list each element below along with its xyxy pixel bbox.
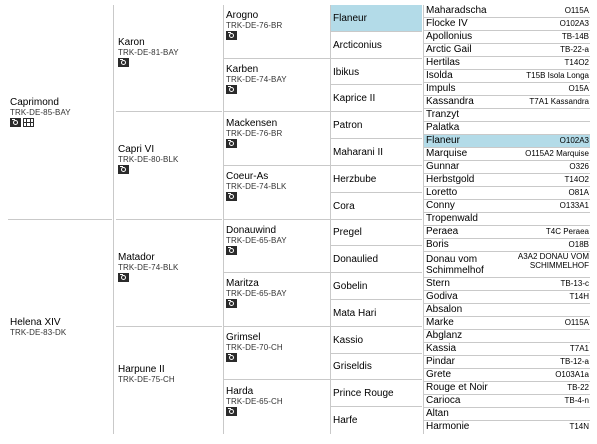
breed-code: TB-22-a xyxy=(560,45,589,54)
registration-number: TRK-DE-81-BAY xyxy=(118,48,179,58)
media-icons xyxy=(226,139,237,148)
gen5-row xyxy=(424,421,590,434)
gen4-cell xyxy=(331,220,422,247)
horse-name[interactable]: Kaprice II xyxy=(333,93,376,105)
breed-code: T14N xyxy=(569,422,589,431)
gen5-row xyxy=(424,291,590,304)
horse-name[interactable]: Maritza xyxy=(226,278,259,290)
horse-name[interactable]: Mata Hari xyxy=(333,307,377,319)
gen2-cell xyxy=(116,5,222,112)
registration-number: TRK-DE-74-BLK xyxy=(118,262,179,272)
horse-name[interactable]: Caprimond xyxy=(10,96,59,108)
registration-number: TRK-DE-65-BAY xyxy=(226,289,287,299)
horse-name[interactable]: Impuls xyxy=(426,83,456,94)
gen5-row xyxy=(424,226,590,239)
horse-name[interactable]: Donauwind xyxy=(226,224,277,236)
gen4-cell xyxy=(331,246,422,273)
horse-name[interactable]: Abglanz xyxy=(426,330,463,341)
breed-code: T14H xyxy=(569,292,589,301)
registration-number: TRK-DE-65-BAY xyxy=(226,235,287,245)
breed-code: O115A xyxy=(564,318,589,327)
gen5-row xyxy=(424,148,590,161)
gen5-row xyxy=(424,70,590,83)
horse-name[interactable]: Godiva xyxy=(426,291,458,302)
registration-number: TRK-DE-76-BR xyxy=(226,21,283,31)
breed-code: O81A xyxy=(568,188,589,197)
gen1-cell xyxy=(8,5,112,220)
gen5-row xyxy=(424,135,590,148)
horse-name[interactable]: Donaulied xyxy=(333,254,379,266)
breed-code: T14O2 xyxy=(564,175,589,184)
registration-number: TRK-DE-65-CH xyxy=(226,396,283,406)
horse-name[interactable]: Matador xyxy=(118,251,155,263)
media-icons xyxy=(118,58,129,67)
horse-name[interactable]: Patron xyxy=(333,120,363,132)
breed-code: TB-14B xyxy=(561,32,589,41)
registration-number: TRK-DE-83-DK xyxy=(10,327,67,337)
gen4-cell xyxy=(331,407,422,434)
gen4-cell xyxy=(331,5,422,32)
horse-name[interactable]: Marquise xyxy=(426,148,468,159)
gen5-row xyxy=(424,213,590,226)
camera-icon[interactable] xyxy=(118,273,129,282)
registration-number: TRK-DE-70-CH xyxy=(226,343,283,353)
breed-code: O115A2 Marquise xyxy=(525,149,589,158)
gen5-row xyxy=(424,200,590,213)
horse-name[interactable]: Palatka xyxy=(426,122,460,133)
breed-code: T14O2 xyxy=(564,58,589,67)
breed-code: O15A xyxy=(568,84,589,93)
gen5-row xyxy=(424,278,590,291)
horse-name[interactable]: Grete xyxy=(426,369,452,380)
column-divider xyxy=(330,5,331,434)
breed-code: T15B Isola Longa xyxy=(526,71,589,80)
gen2-cell xyxy=(116,112,222,219)
breed-code: TB-13-c xyxy=(560,279,589,288)
registration-number: TRK-DE-74-BAY xyxy=(226,74,287,84)
horse-name[interactable]: Stern xyxy=(426,278,450,289)
horse-name[interactable]: Boris xyxy=(426,239,449,250)
camera-icon[interactable] xyxy=(10,118,21,127)
horse-name[interactable]: Altan xyxy=(426,408,449,419)
gen1-cell xyxy=(8,220,112,435)
media-icons xyxy=(226,299,237,308)
horse-name[interactable]: Harmonie xyxy=(426,421,470,432)
horse-name[interactable]: Conny xyxy=(426,200,455,211)
camera-icon[interactable] xyxy=(226,246,237,255)
gen4-cell xyxy=(331,112,422,139)
horse-name[interactable]: Arcticonius xyxy=(333,39,382,51)
breed-code: O133A1 xyxy=(559,201,589,210)
horse-name[interactable]: Prince Rouge xyxy=(333,388,394,400)
horse-name[interactable]: Mackensen xyxy=(226,117,278,129)
horse-name[interactable]: Kassia xyxy=(426,343,457,354)
column-divider xyxy=(223,5,224,434)
gen3-cell xyxy=(224,5,330,59)
horse-name[interactable]: Flaneur xyxy=(333,12,367,24)
gen5-row xyxy=(424,187,590,200)
horse-name[interactable]: Absalon xyxy=(426,304,463,315)
gen5-row xyxy=(424,96,590,109)
horse-name[interactable]: Herzbube xyxy=(333,173,377,185)
gen3-cell xyxy=(224,166,330,220)
breed-code: O326 xyxy=(569,162,589,171)
column-divider xyxy=(423,5,424,434)
horse-name[interactable]: Tropenwald xyxy=(426,213,478,224)
registration-number: TRK-DE-76-BR xyxy=(226,128,283,138)
horse-name[interactable]: Harfe xyxy=(333,415,358,427)
camera-icon[interactable] xyxy=(226,85,237,94)
gen5-row xyxy=(424,408,590,421)
gen4-cell xyxy=(331,354,422,381)
horse-name[interactable]: Peraea xyxy=(426,226,459,237)
horse-name[interactable]: Donau vom Schimmelhof xyxy=(426,254,484,276)
horse-name[interactable]: Cora xyxy=(333,200,355,212)
gen5-row xyxy=(424,31,590,44)
horse-name[interactable]: Harda xyxy=(226,385,254,397)
gen2-cell xyxy=(116,327,222,434)
gen5-row xyxy=(424,122,590,135)
column-divider xyxy=(113,5,114,434)
gen5-row xyxy=(424,18,590,31)
gen4-cell xyxy=(331,85,422,112)
registration-number: TRK-DE-80-BLK xyxy=(118,155,179,165)
horse-name[interactable]: Pregel xyxy=(333,227,362,239)
breed-code: TB-22 xyxy=(567,383,589,392)
media-icons xyxy=(226,85,237,94)
horse-name[interactable]: Arctic Gail xyxy=(426,44,472,55)
gen4-cell xyxy=(331,32,422,59)
breed-code: O102A3 xyxy=(559,19,589,28)
gen4-cell xyxy=(331,139,422,166)
horse-name[interactable]: Rouge et Noir xyxy=(426,382,488,393)
horse-name[interactable]: Gunnar xyxy=(426,161,460,172)
horse-name[interactable]: Ibikus xyxy=(333,66,360,78)
gen4-cell xyxy=(331,380,422,407)
gen3-cell xyxy=(224,380,330,434)
film-icon[interactable] xyxy=(23,118,34,127)
media-icons xyxy=(226,31,237,40)
horse-name[interactable]: Coeur-As xyxy=(226,171,269,183)
gen5-row xyxy=(424,304,590,317)
horse-name[interactable]: Pindar xyxy=(426,356,455,367)
camera-icon[interactable] xyxy=(226,299,237,308)
gen4-cell xyxy=(331,193,422,220)
gen5-row xyxy=(424,44,590,57)
camera-icon[interactable] xyxy=(226,139,237,148)
horse-name[interactable]: Loretto xyxy=(426,187,458,198)
camera-icon[interactable] xyxy=(226,407,237,416)
breed-code: T7A1 Kassandra xyxy=(529,97,589,106)
horse-name[interactable]: Flocke IV xyxy=(426,18,468,29)
media-icons xyxy=(226,246,237,255)
gen4-cell xyxy=(331,327,422,354)
horse-name[interactable]: Karon xyxy=(118,37,145,49)
camera-icon[interactable] xyxy=(118,165,129,174)
gen5-row xyxy=(424,252,590,278)
gen3-cell xyxy=(224,327,330,381)
registration-number: TRK-DE-74-BLK xyxy=(226,182,287,192)
media-icons xyxy=(118,165,129,174)
gen5-row xyxy=(424,382,590,395)
gen5-row xyxy=(424,330,590,343)
breed-code: O103A1a xyxy=(555,370,589,379)
gen4-cell xyxy=(331,59,422,86)
gen5-row xyxy=(424,369,590,382)
registration-number: TRK-DE-85-BAY xyxy=(10,107,71,117)
gen3-cell xyxy=(224,59,330,113)
gen5-row xyxy=(424,109,590,122)
horse-name[interactable]: Carioca xyxy=(426,395,461,406)
camera-icon[interactable] xyxy=(226,31,237,40)
gen5-row xyxy=(424,5,590,18)
gen5-row xyxy=(424,343,590,356)
horse-name[interactable]: Marke xyxy=(426,317,454,328)
gen3-cell xyxy=(224,273,330,327)
gen5-row xyxy=(424,356,590,369)
gen2-cell xyxy=(116,220,222,327)
gen3-cell xyxy=(224,112,330,166)
media-icons xyxy=(226,353,237,362)
breed-code: T4C Peraea xyxy=(545,227,589,236)
registration-number: TRK-DE-75-CH xyxy=(118,375,175,385)
camera-icon[interactable] xyxy=(226,353,237,362)
media-icons xyxy=(226,407,237,416)
gen5-row xyxy=(424,317,590,330)
horse-name[interactable]: Isolda xyxy=(426,70,453,81)
horse-name[interactable]: Hertilas xyxy=(426,57,460,68)
horse-name[interactable]: Maharani II xyxy=(333,146,384,158)
horse-name[interactable]: Tranzyt xyxy=(426,109,459,120)
horse-name[interactable]: Kassandra xyxy=(426,96,474,107)
horse-name[interactable]: Grimsel xyxy=(226,332,261,344)
breed-code: T7A1 xyxy=(569,344,589,353)
gen4-cell xyxy=(331,166,422,193)
media-icons xyxy=(10,118,34,127)
horse-name[interactable]: Flaneur xyxy=(426,135,460,146)
gen5-row xyxy=(424,57,590,70)
camera-icon[interactable] xyxy=(226,192,237,201)
gen4-cell xyxy=(331,300,422,327)
horse-name[interactable]: Kassio xyxy=(333,334,364,346)
horse-name[interactable]: Capri VI xyxy=(118,144,155,156)
breed-code: TB-4-n xyxy=(564,396,589,405)
breed-code: O18B xyxy=(568,240,589,249)
gen5-row xyxy=(424,239,590,252)
camera-icon[interactable] xyxy=(118,58,129,67)
breed-code: TB-12-a xyxy=(560,357,589,366)
gen3-cell xyxy=(224,220,330,274)
gen4-cell xyxy=(331,273,422,300)
horse-name[interactable]: Harpune II xyxy=(118,364,165,376)
horse-name[interactable]: Gobelin xyxy=(333,281,368,293)
horse-name[interactable]: Apollonius xyxy=(426,31,473,42)
media-icons xyxy=(226,192,237,201)
gen5-row xyxy=(424,174,590,187)
media-icons xyxy=(118,273,129,282)
gen5-row xyxy=(424,161,590,174)
breed-code: A3A2 DONAU VOM SCHIMMELHOF xyxy=(517,252,589,270)
breed-code: O115A xyxy=(564,6,589,15)
horse-name[interactable]: Herbstgold xyxy=(426,174,475,185)
horse-name[interactable]: Helena XIV xyxy=(10,316,61,328)
horse-name[interactable]: Karben xyxy=(226,63,259,75)
horse-name[interactable]: Arogno xyxy=(226,10,259,22)
breed-code: O102A3 xyxy=(559,136,589,145)
horse-name[interactable]: Maharadscha xyxy=(426,5,487,16)
gen5-row xyxy=(424,83,590,96)
horse-name[interactable]: Griseldis xyxy=(333,361,372,373)
gen5-row xyxy=(424,395,590,408)
